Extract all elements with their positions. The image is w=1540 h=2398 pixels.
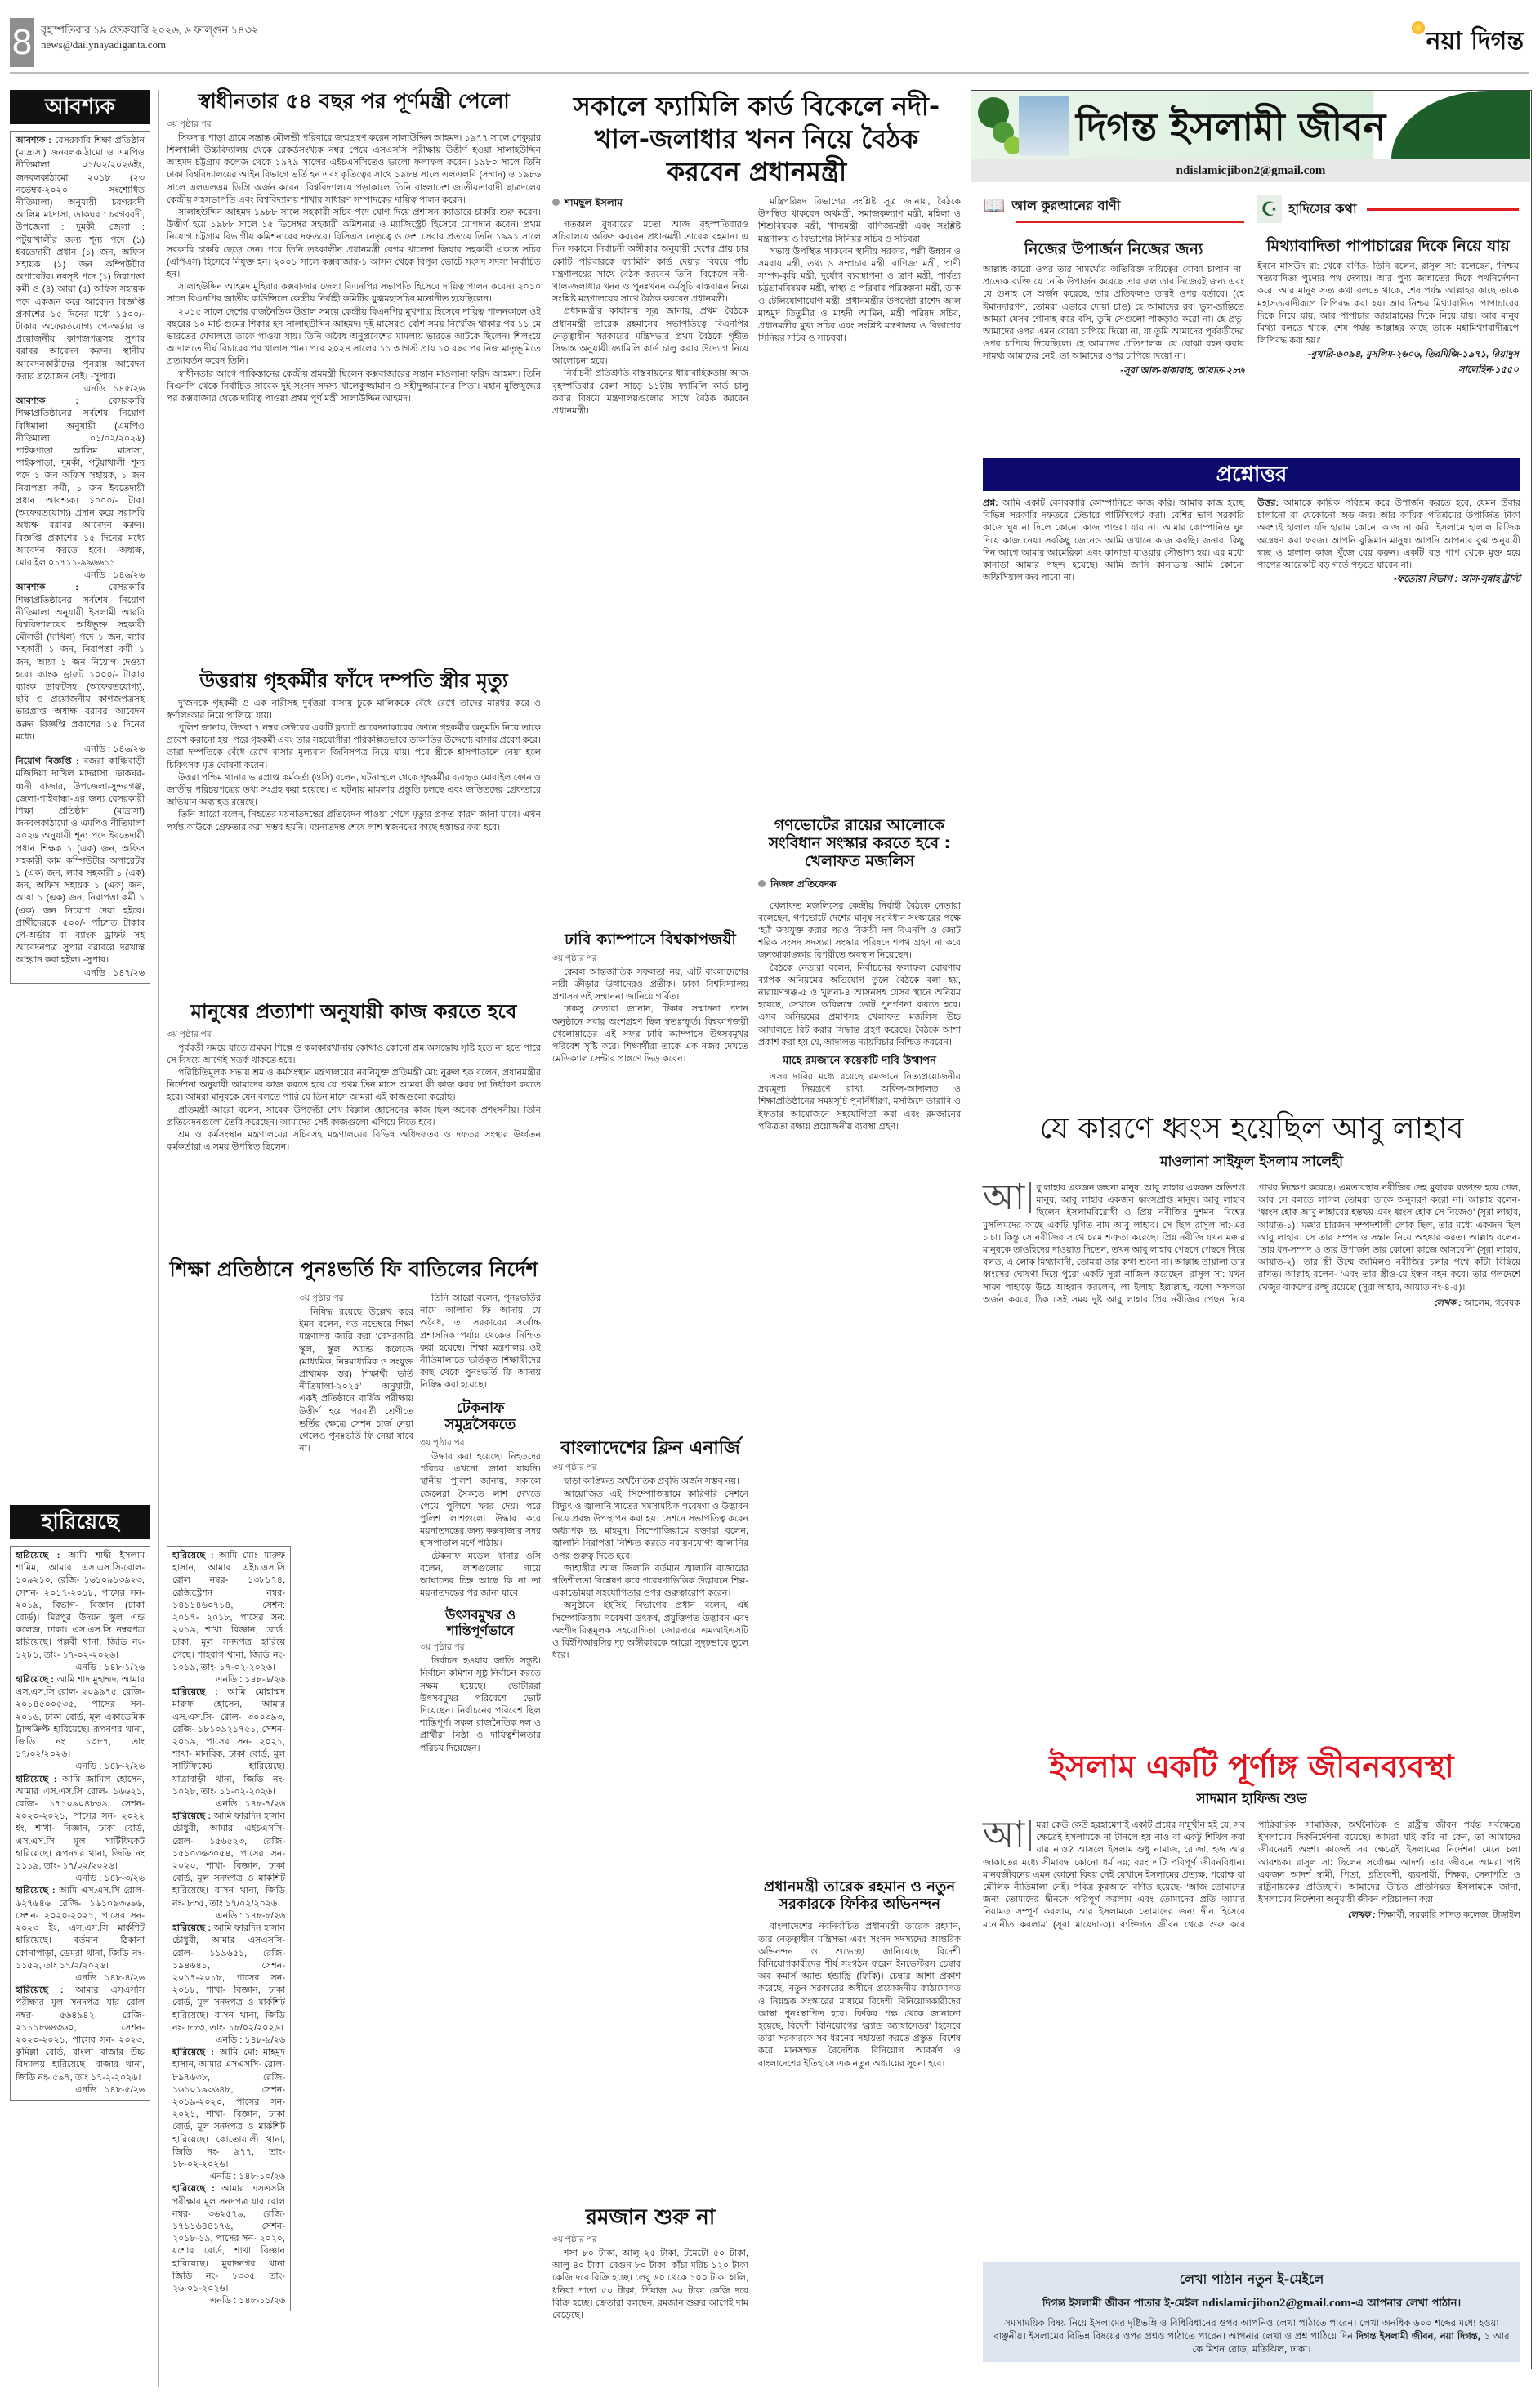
islamic-life-section [971, 90, 1532, 2369]
ad-lead: হারিয়েছে : [16, 1675, 55, 1686]
ad-text: আমার এসএসসি পরীক্ষার মূল সনদপত্র যার রোল নম্বর- ৩৬২৫৭৯, রেজি- ১৭১১৬৪৪১৭৬, সেশন- ২০১৮-১৯, পাসের সন- ২০২০, যশোর বোর্ড, শাখা বিজ্ঞান হারিয়েছে। মুরাদনগর থানা জিডি নং- ১৩৩৫ তাং- ২৬-০১-২০২৬। [172, 2184, 285, 2293]
question-text: আমি একটি বেসরকারি কোম্পানিতে কাজ করি। আমার কাজ হচ্ছে বিভিন্ন সরকারি দফতরে টেন্ডারে পার্টিসিপেট করা। বেশির ভাগ সরকারি কাজে ঘুষ না দিলে কোনো কাজ পাওয়া যায় না। আমার কোম্পানিও ঘুষ দিয়ে কাজ নেয়। সবকিছু জেনেও আমি এখানে কাজ করছি। জনাব, কিছু দিন আগে আমার আমেরিকা এবং কানাডা যাওয়ার সৌভাগ্য হয়। এর মধ্যে কানাডা আমার পছন্দ হয়েছে। আমি জানি কানাডায় আমি কোনো অফিসিয়াল জব পাবো না। [983, 498, 1244, 583]
paragraph: নিষিদ্ধ রয়েছে উল্লেখ করে ইমন বলেন, গত নভেম্বরে শিক্ষা মন্ত্রণালয় জারি করা ‘বেসরকারি স্কুল, স্কুল অ্যান্ড কলেজে (মাধ্যমিক, নিম্নমাধ্যমিক ও সংযুক্ত প্রাথমিক স্তর) শিক্ষার্থী ভর্তি নীতিমালা-২০২৫’ অনুযায়ী, একই প্রতিষ্ঠানে বার্ষিক পরীক্ষায় উত্তীর্ণ হয়ে পরবর্তী শ্রেণীতে ভর্তির ক্ষেত্রে সেশন চার্জ নেয়া গেলেও পুনঃভর্তি ফি নেয়া যাবে না। [299, 1307, 414, 1454]
classified-ad [16, 1550, 145, 1674]
hadith-citation: -বুখারি-৬০৯৪, মুসলিম-২৬০৬, তিরমিজি-১৯৭১, রিয়াদুস সালেহিন-১৫৫০ [1307, 350, 1519, 376]
author-note-label: লেখক : [1433, 1297, 1462, 1308]
mosque-icon [1019, 96, 1069, 156]
article-dhabi [552, 931, 748, 1065]
paragraph: নির্বাচনী প্রতিশ্রুতি বাস্তবায়নের ধারাবাহিকতায় আজ বৃহস্পতিবার বেলা সাড়ে ১১টায় ফ্যামিলি কার্ড চালু করার বিষয়ে মন্ত্রণালয়গুলোর সাথে বৈঠক করবেন প্রধানমন্ত্রী। [552, 368, 748, 417]
issue-date: বৃহস্পতিবার ১৯ ফেব্রুয়ারি ২০২৬, ৬ ফাল্গুন ১৪৩২ [41, 24, 259, 36]
classified-ad [16, 1774, 145, 1886]
bullet-icon [552, 199, 560, 206]
red-underline [1016, 221, 1244, 223]
ad-code: এনডি : ১৪৬/২৬ [83, 744, 145, 754]
paragraph: সিকদার পাড়া গ্রামে সম্ভ্রান্ত মৌলভী পরিবারে জন্মগ্রহণ করেন সালাউদ্দিন আহমদ। ১৯৭৭ সালে পেকুয়ার শিলখালী উচ্চবিদ্যালয় থেকে রেকর্ডসংখ্যক নম্বর পেয়ে এসএসসি পরীক্ষায় উত্তীর্ণ হওয়া সালাহউদ্দিন আহমদ চট্টগ্রাম কলেজ থেকে ১৯৭৯ সালের এইচএসসিতেও ভালো ফলাফল করেন। ১৯৮০ সালে তিনি ঢাকা বিশ্ববিদ্যালয়ের আইন বিভাগে ভর্তি হন এবং কৃতিত্বের সাথে ১৯৮৪ সালে এলএলবি (সম্মান) ও ১৯৮৬ সালে এলএলএম ডিগ্রি অর্জন করেন। বিশ্ববিদ্যালয়ে পড়াকালে তিনি বাংলাদেশ জাতীয়তাবাদী ছাত্রদলের কেন্দ্রীয় সহসভাপতি এবং বিশ্ববিদ্যালয় শাখার সাধারণ সম্পাদকের দায়িত্ব পালন করেন। [167, 132, 541, 205]
paragraph: তিনি আরো বলেন, নিহতের ময়নাতদন্তের প্রতিবেদন পাওয়া গেলে মৃত্যুর প্রকৃত কারণ জানা যাবে। এখন পর্যন্ত কাউকে গ্রেফতার করা সম্ভব হয়নি। ময়নাতদন্ত শেষে লাশ স্বজনদের কাছে হস্তান্তর করা হবে। [167, 810, 541, 833]
classified-ad [16, 1674, 145, 1774]
ad-text: বেসরকারি শিক্ষাপ্রতিষ্ঠানের সর্বশেষ নিয়োগ নীতিমালা অনুযায়ী ইসলামী আরবি বিশ্ববিদ্যালয়ের অধিভুক্ত সহকারী মৌলভী (দাখিল) পদে ১ জন, ল্যাব সহকারী ১ জন, নিরাপত্তা কর্মী ১ জন, আয়া ১ জন নিয়োগ দেওয়া হবে। ব্যাংক ড্রাফট ১০০০/- টাকার ব্যাংক ড্রাফটসহ (অফেরতযোগ্য), ছবি ও প্রয়োজনীয় কাগজপত্রসহ ভারপ্রাপ্ত অধ্যক্ষ বরাবর আবেদন করুন বিজ্ঞপ্তি প্রকাশের ১৫ দিনের মধ্যে। [16, 583, 145, 742]
ad-text: আমি শাদ মুহাম্মদ, আমার এস.এস.সি রোল- ২০৯৯৭৫, রেজি- ২০১৪৫০০৫৩৫, পাসের সন- ২০১৬, ঢাকা বোর্ড, মূল একাডেমিক ট্রান্সক্রিপ্ট হারিয়েছে। রূপনগর থানা, জিডি নং ১৩৮৭, তাং ১৭/০২/২০২৬। [16, 1675, 145, 1760]
paragraph: বৈঠকে নেতারা বলেন, নির্বাচনের ফলাফল ঘোষণায় ব্যাপক অনিয়মের অভিযোগ তুলে বৈঠকে বলা হয়, নারায়ণগঞ্জ-৫ ও খুলনা-৪ আসনসহ যেসব স্থানে অনিয়ম হয়েছে, সেখানে অবিলম্বে ভোট পুনর্গণনা করতে হবে। এসব অনিয়মের প্রমাণসহ খেলাফত মজলিস উচ্চ আদালতে রিট করার সিদ্ধান্ত গ্রহণ করেছে। বৈঠকে আশা প্রকাশ করা হয় যে, আদালত ন্যায়বিচার নিশ্চিত করবেন। [758, 962, 961, 1047]
ad-text: বেসরকারি শিক্ষা প্রতিষ্ঠান (মাদ্রাসা) জনবলকাঠামো ও এমপিও নীতিমালা, ০১/০২/২০২৬ইং, জনবলকাঠামো ২০১৮ (২৩ নভেম্বর-২০২০ সংশোধিত নীতিমালা) অনুযায়ী চরগরবদী আলিম মাদ্রাসা, ডাকঘর : চরগরবদী, উপজেলা : দুমকী, জেলা : পটুয়াখালীর জন্য শূন্য পদে (১) ইবতেদায়ী প্রধান (১) জন, অফিস সহায়ক (১) জন কম্পিউটার অপারেটর। নবসৃষ্ট পদে (১) নিরাপত্তা কর্মী ও (৪) আয়া (৫) অফিস সহায়ক পদে একজন করে আবেদন বিজ্ঞপ্তি প্রকাশের ১৫ দিনের মধ্যে ১৫০০/- টাকার অফেরতযোগ্য পে-অর্ডার ও প্রয়োজনীয় কাগজপত্রসহ সুপার বরাবর আবেদন করুন। স্থানীয় আবেদনকারীদের পুনরায় আবেদন করার প্রয়োজন নেই। -সুপার। [16, 136, 145, 382]
article-body [420, 1451, 541, 1600]
article-body [167, 132, 541, 405]
article-ficci [758, 1879, 961, 2070]
headline[interactable]: গণভোটের রায়ের আলোকে সংবিধান সংস্কার করতে হবে : খেলাফত মজলিস [768, 816, 951, 870]
crescent-mosque-icon: ☪ [1257, 195, 1282, 223]
wanted-ads [10, 131, 150, 984]
classified-ad [172, 1922, 285, 2047]
submission-title: লেখা পাঠান নতুন ই-মেইলে [1179, 2271, 1324, 2287]
article-body [299, 1306, 413, 1455]
abu-lahab-text: বু লাহাব একজন জঘন্য মানুষ, আবু লাহাব একজন অভিশপ্ত মানুষ, আবু লাহাব একজন ধ্বংসপ্রাপ্ত মানুষ। আবু লাহাব ছিলেন ইসলামবিরোধী ও প্রিয় নবীজির দুশমন। বিশ্বের মুসলিমদের কাছে একটি ঘৃণিত নাম আবু লাহাব। সে ছিল রাসূল সা:-এর চাচা। কিন্তু সে নবীজির সাথে চরম শত্রুতা করেছে। প্রিয় নবীজি যখন মক্কার মানুষকে তাওহিদের দাওয়াত দিতেন, তখন আবু লাহাব পেছনে পেছনে গিয়ে বলত, এ লোক মিথ্যাবাদী, তোমরা তার কথা শুনো না। আল্লাহ তায়ালা তার ধ্বংসের ঘোষণা দিয়ে পুরো একটি সূরা নাজিল করেছেন। রাসূল সা: যখন সাফা পাহাড়ে উঠে আহ্বান করলেন, লা ইলাহা ইল্লাল্লাহ, বলো সফলতা অর্জন করবে, ঠিক সেই সময় দুষ্ট আবু লাহাব প্রিয় নবীজির পেছন দিয়ে পাথর নিক্ষেপ করেছে। এমতাবস্থায় নবীজির দেহ মুবারক রক্তাক্ত হয়ে গেল, আর সে বলতে লাগল তোমরা তাকে অনুসরণ করো না। আল্লাহ বলেন- ‘ধ্বংস হোক আবু লাহাবের হস্তদ্বয় এবং ধ্বংস হোক সে নিজেও’ (সূরা লাহাব, আয়াত-১)। মক্কার চারজন সম্পদশালী লোক ছিল, তার মধ্যে একজন ছিল আবু লাহাব। সে তার সম্পদ ও সন্তান নিয়ে অহঙ্কার করত। আল্লাহ বলেন- ‘তার ধন-সম্পদ ও তার উপার্জন তার কোনো কাজে আসবেনি’ (সূরা লাহাব, আয়াত-২)। তার স্ত্রী উম্মে জামিলও নবীজির চলার পথে কাঁটা বিছিয়ে রাখত। আল্লাহ বলেন- ‘এবং তার স্ত্রীও-যে ইন্ধন বহন করে। তার গলদেশে খেজুর বাকলের রজ্জু রয়েছে’ (সূরা লাহাব, আয়াত নং-৪-৫)। [983, 1183, 1520, 1305]
headline[interactable]: প্রধানমন্ত্রী তারেক রহমান ও নতুন সরকারকে ফিকির অভিনন্দন [763, 1878, 956, 1913]
ad-lead: হারিয়েছে : [172, 2047, 214, 2058]
article-body [552, 967, 748, 1066]
ad-text: আমি ফারদিন হাসান চৌধুরী, আমার এসএসসি- রোল- ১১৯৬৫১, রেজি- ১৯৪৬৪১, সেশন- ২০১৭-২০১৮, পাসের সন- ২০১৮, শাখা- বিজ্ঞান, ঢাকা বোর্ড, মূল সনদপত্র ও মার্কশিট হারিয়েছে। বাসন থানা, জিডি নং- ৮৮৩, তাং- ১৮/০২/২০২৬। [172, 1923, 285, 2033]
subhead: মাহে রমজানে কয়েকটি দাবি উত্থাপন [783, 1054, 936, 1067]
article-body [758, 196, 961, 345]
headline[interactable]: রমজান শুরু না [585, 2205, 716, 2230]
headline[interactable]: উত্তরায় গৃহকর্মীর ফাঁদে দম্পতি স্ত্রীর মৃত্যু [199, 669, 508, 692]
article-body [758, 1071, 961, 1133]
bullet-icon [758, 880, 766, 887]
continued-label: ৩য় পৃষ্ঠার পর [552, 953, 597, 963]
submission-line1 [993, 2296, 1511, 2313]
readmission-headline[interactable]: শিক্ষা প্রতিষ্ঠানে পুনঃভর্তি ফি বাতিলের নির্দেশ [169, 1257, 538, 1281]
abu-lahab-body [983, 1177, 1520, 1310]
article-minister [167, 90, 541, 405]
ad-code: এনডি : ১৪৫/২৬ [83, 384, 145, 395]
line1-post: -এ আপনার লেখা পাঠান। [1350, 2298, 1462, 2310]
article-constitution [758, 817, 961, 1133]
classified-ad [172, 2183, 285, 2307]
classified-ad [16, 395, 145, 582]
ad-code: এনডি : ১৪৮-৮/২৬ [216, 1910, 285, 1921]
ad-lead: আবশ্যক : [16, 396, 79, 407]
ad-lead: হারিয়েছে : [16, 1985, 64, 1996]
dateline [41, 23, 258, 52]
classified-ad [172, 1686, 285, 1811]
submission-line2 [993, 2316, 1511, 2356]
drop-cap: আ [983, 1182, 1031, 1213]
quran-text: আল্লাহ কারো ওপর তার সামর্থ্যের অতিরিক্ত দায়িত্বের বোঝা চাপান না। প্রত্যেক ব্যক্তি যে নেকি উপার্জন করেছে তার ফল তার নিজেরই জন্য এবং যে গুনাহ সে অর্জন করেছে, তার প্রতিফলও তারই ওপর বর্তাবে। (হে ঈমানদারগণ, তোমরা এভাবে দোয়া চাও) হে আমাদের রব! ভুল-ভ্রান্তিতে আমরা যেসব গোনাহ করে বসি, তুমি সেগুলো পাকড়াও করো না। হে প্রভু! আমাদের ওপর এমন বোঝা চাপিয়ে দিয়ো না, যা তুমি আমাদের পূর্ববর্তীদের ওপর চাপিয়ে দিয়েছিলে। হে আমাদের প্রতিপালক! যে বোঝা বহন করার সামর্থ্য আমাদের নেই, তা আমাদের ওপর চাপিয়ে দিয়ো না। [983, 265, 1244, 362]
continued-label: ৩য় পৃষ্ঠার পর [552, 2234, 597, 2244]
article-body [758, 1921, 961, 2070]
paragraph: কেবল আন্তর্জাতিক সফলতা নয়, এটি বাংলাদেশের নারী ক্রীড়ার উত্থানেরও প্রতীক। ঢাকা বিশ্ববিদ্যালয় প্রশাসন এই সম্মাননা জানিয়ে গর্বিত। [552, 967, 748, 1003]
hadith-headline: মিথ্যাবাদিতা পাপাচারের দিকে নিয়ে যায় [1266, 237, 1510, 255]
continued-label: ৩য় পৃষ্ঠার পর [167, 1029, 212, 1039]
red-underline [1367, 208, 1519, 211]
ad-code: এনডি : ১৪৮-১০/২৬ [209, 2172, 285, 2182]
article-clean-energy [552, 1438, 748, 1662]
headline[interactable]: স্বাধীনতার ৫৪ বছর পর পূর্ণমন্ত্রী পেলো [198, 89, 510, 113]
ad-code: এনডি : ১৪৮-২/২৬ [75, 1762, 145, 1772]
paragraph: স্বাধীনতার আগে পাকিস্তানের কেন্দ্রীয় শ্রমমন্ত্রী ছিলেন কক্সবাজারের সন্তান মাওলানা ফরিদ আহমদ। তিনি বিএনপি থেকে নির্বাচিত সাবেক দুই সংসদ সদস্য খালেকুজ্জামান ও সহীদুজ্জামানের পিতা। মহান মুক্তিযুদ্ধের পর কক্সবাজার থেকে দায়িত্ব পাওয়া প্রথম পূর্ণ মন্ত্রী সালাউদ্দিন আহমদ। [167, 368, 541, 404]
paragraph: শসা ৮০ টাকা, আলু ২৫ টাকা, টমেটো ৫০ টাকা, আলু ৪০ টাকা, বেগুন ৮০ টাকা, কাঁচা মরিচ ১২০ টাকা কেজি দরে বিক্রি হচ্ছে। লেবু ৬০ থেকে ১০০ টাকা হালি, ধনিয়া পাতা ৫০ টাকা, পিঁয়াজ ৬০ টাকা কেজি দরে বিক্রি হচ্ছে। ক্রেতারা বলছেন, রমজান শুরুর আগেই দাম বেড়েছে। [552, 2248, 748, 2320]
paragraph: জাহাঙ্গীর আল জিলানি বর্তমান জ্বালানি বাজারের গতিশীলতা বিশ্লেষণ করে গবেষণাভিত্তিক উদ্ভাবনে শিল্প-একাডেমিয়া সহযোগিতার ওপর গুরুত্বারোপ করেন। [552, 1563, 748, 1599]
headline[interactable]: মানুষের প্রত্যাশা অনুযায়ী কাজ করতে হবে [190, 1000, 517, 1023]
ad-text: আমি শাদ্বী ইসলাম শামিম, আমার এস.এস.সি-রোল- ১০৯২১০, রেজি- ১৬১০৯১৩৯২৩, সেশন- ২০১৭-২০১৮, পাসের সন- ২০১৯, বিভাগ- বিজ্ঞান (ঢাকা বোর্ড)। মিরপুর উদয়ন স্কুল এন্ড কলেজ, ঢাকা। এস.এস.সি নম্বরপত্র হারিয়েছে। পল্লবী থানা, জিডি নং- ১২৮১, তাং- ১৭-০২-২০২৬। [16, 1551, 145, 1660]
ad-code: এনডি : ১৪৭/২৬ [83, 967, 145, 978]
paragraph: সালাহউদ্দিন আহমদ মুহিবার কক্সবাজার জেলা বিএনপির সভাপতি হিসেবে দায়িত্ব পালন করেন। ২০১০ সালে বিএনপির জাতীয় কাউন্সিলে কেন্দ্রীয় নির্বাহী কমিটির যুগ্মমহাসচিব মনোনীত হয়েছিলেন। [167, 282, 541, 305]
article-body [167, 698, 541, 834]
line2-text: সমসাময়িক বিষয় নিয়ে ইসলামের দৃষ্টিভঙ্গি ও বিধিবিধানের ওপর আপনিও লেখা পাঠাতে পারেন। লেখা অনধিক ৬০০ শব্দের মধ্যে হওয়া বাঞ্ছনীয়। ইসলামের বিভিন্ন বিষয়ের ওপর প্রশ্নও পাঠাতে পারেন। আপনার লেখা ও প্রশ্ন পাঠিয়ে দিন [993, 2317, 1499, 2342]
ad-text: বজরা কাঞ্চিবাড়ী মজিদিয়া দাখিল মাদরাসা, ডাকঘর-ধ্বনী বাজার, উপজেলা-সুন্দরগঞ্জ, জেলা-গাইবান্ধা-এর জন্য বেসরকারী শিক্ষা প্রতিষ্ঠান (মাদ্রাসা) জনবলকাঠামো ও এমপিও নীতিমালা ২০২৬ অনুযায়ী শূন্য পদে ইবতেদায়ী প্রধান শিক্ষক ১ (এক) জন, অফিস সহকারী কাম কম্পিউটার অপারেটর ১ (এক) জন, ল্যাব সহকারী ১ (এক) জন, অফিস সহায়ক ১ (এক) জন, আয়া ১ (এক) জন, নিরাপত্তা কর্মী ১ (এক) জন নিয়োগ দেয়া হইবে। প্রার্থীদেরকে ৫০০/- পাঁচশত টাকার পে-অর্ডার বা ব্যাংক ড্রাফট সহ আবেদনপত্র সুপার বরাবরে দরখাস্ত আহ্বান করা হইল। -সুপার। [16, 757, 145, 966]
paragraph: পূর্ববর্তী সময়ে যাতে শ্রমঘন শিল্পে ও কলকারখানায় কোথাও কোনো শ্রম অসন্তোষ সৃষ্টি হতে না হতে পারে সে বিষয়ে আগেই সতর্ক থাকতে হবে। [167, 1043, 541, 1065]
author-note-text: শিক্ষার্থী, সরকারি সা'দত কলেজ, টাঙ্গাইল [1377, 1910, 1520, 1921]
paragraph: উদ্ধার করা হয়েছে। নিহতদের পরিচয় এখনো জানা যায়নি। স্থানীয় পুলিশ জানায়, সকালে জেলেরা সৈকতে লাশ দেখতে পেয়ে পুলিশে খবর দেয়। পরে পুলিশ লাশগুলো উদ্ধার করে ময়নাতদন্তের জন্য কক্সবাজার সদর হাসপাতাল মর্গে পাঠায়। [420, 1452, 541, 1549]
ad-code: এনডি : ১৪৮-৬/২৬ [216, 1675, 285, 1686]
byline-name: শামছুল ইসলাম [565, 197, 623, 208]
paragraph: দু’জনকে গৃহকর্মী ও এক নারীসহ দুর্বৃত্তরা বাসায় ঢুকে মালিককে বেঁধে রেখে তাদের মারধর করে ও স্বর্ণালংকার নিয়ে পালিয়ে যায়। [167, 698, 541, 721]
paragraph: নির্বাচন হওয়ায় জাতি সন্তুষ্ট। নির্বাচন কমিশন সুষ্ঠু নির্বাচন করতে সক্ষম হয়েছে। ভোটাররা উৎসবমুখর পরিবেশে ভোট দিয়েছেন। নির্বাচনের পরিবেশ ছিল শান্তিপূর্ণ। সকল রাজনৈতিক দল ও প্রার্থীরা নিষ্ঠা ও দায়িত্বশীলতার পরিচয় দিয়েছেন। [420, 1656, 541, 1753]
ad-lead: হারিয়েছে : [16, 1551, 60, 1561]
headline[interactable]: ঢাবি ক্যাম্পাসে বিশ্বকাপজয়ী [565, 931, 736, 949]
paragraph: ঢাকসু নেতারা জানান, টিকার সম্মাননা প্রদান অনুষ্ঠানে সবার অংশগ্রহণ ছিল স্বতঃস্ফূর্ত। বিশ্বকাপজয়ী খেলোয়াড়ের এই সফর ঢাবি ক্যাম্পাসে উৎসবমুখর পরিবেশ সৃষ্টি করে। শিক্ষার্থীরা তাকে এক নজর দেখতে মেডিক্যাল সেন্টার প্রাঙ্গণে ভিড় করেন। [552, 1004, 748, 1065]
classified-ad [16, 135, 145, 395]
article-uttara [167, 670, 541, 834]
article-body [167, 1043, 541, 1154]
complete-life-headline[interactable]: ইসলাম একটি পূর্ণাঙ্গ জীবনব্যবস্থা [1049, 1748, 1454, 1784]
complete-life-text: মরা কেউ কেউ হরহামেশাই একটি প্রশ্নের সম্মুখীন হই যে, সব ক্ষেত্রেই ইসলামকে না টানলে হয় নাও বা একটু শিথিল করা যায় নাও? আসলে ইসলাম শুধু নামাজ, রোজা, হজ আর জাকাতের মধ্যে সীমাবদ্ধ কোনো ধর্ম নয়; বরং এটি পরিপূর্ণ জীবনবিধান। মানবজীবনের এমন কোনো বিষয় নেই যেখানে ইসলামের প্রত্যক্ষ, পরোক্ষ বা মৌলিক নীতিমালা নেই। পবিত্র কুরআনে বর্ণিত হয়েছে- ‘আজ তোমাদের জন্য তোমাদের দ্বীনকে পরিপূর্ণ করলাম এবং তোমাদের প্রতি আমার নিয়ামত সম্পূর্ণ করলাম, আর ইসলামকে তোমাদের জন্য দ্বীন হিসেবে মনোনীত করলাম’ (সূরা মায়েদা-৩)। ব্যক্তিগত জীবন থেকে শুরু করে পারিবারিক, সামাজিক, অর্থনৈতিক ও রাষ্ট্রীয় জীবন পর্যন্ত সর্বক্ষেত্রে ইসলামের দিকনির্দেশনা রয়েছে। আমরা যাই করি না কেন, তা আমাদের জীবনেরই অংশ। কাজেই সব ক্ষেত্রেই ইসলামের নির্দেশনা মেনে চলা আবশ্যক। রাসূল সা: ছিলেন সর্বোত্তম আদর্শ। তার জীবনে আমরা পাই একজন আদর্শ স্বামী, পিতা, প্রতিবেশী, ব্যবসায়ী, শিক্ষক, সেনাপতি ও রাষ্ট্রনায়কের প্রতিচ্ছবি। আমাদের উচিত প্রতিনিয়ত ইসলামকে জানা, ইসলামের নির্দেশনা অনুযায়ী জীবন পরিচালনা করা। [983, 1820, 1520, 1930]
continued-label: ৩য় পৃষ্ঠার পর [420, 1438, 465, 1448]
article-body [552, 219, 748, 418]
newspaper-logo[interactable] [1412, 21, 1524, 63]
paragraph: ছাড়া কাঙ্ক্ষিত অর্থনৈতিক প্রবৃদ্ধি অর্জন সম্ভব নয়। [564, 1476, 739, 1487]
lost-ads-col2 [167, 1546, 291, 2311]
teknaf-col [420, 1293, 541, 1755]
quran-label: আল কুরআনের বাণী [1011, 198, 1121, 213]
ad-lead: হারিয়েছে : [172, 2184, 215, 2195]
ad-text: আমি এস.এস.সি রোল- ৬২৭৬৪৬ রেজি- ১৬১০৯৩৬৯৬, সেশন- ২০২০-২০২১, পাসের সন- ২০২৩ ইং, এস.এস.সি মার্কশিট হারিয়েছে। বর্তমান ঠিকানা কোনাপাড়া, ডেমরা থানা, জিডি নং- ১১৫২, তাং ১৭/২/২০২৬। [16, 1886, 145, 1971]
article-body [420, 1293, 541, 1392]
section-banner [971, 91, 1530, 159]
quran-headline: নিজের উপার্জন নিজের জন্য [1024, 240, 1203, 258]
continued-label: ৩য় পৃষ্ঠার পর [167, 118, 212, 129]
byline [552, 196, 748, 212]
classified-ad [172, 1550, 285, 1686]
author-note-text: আলেম, গবেষক [1463, 1297, 1520, 1308]
continued-label: ৩য় পৃষ্ঠার পর [420, 1642, 465, 1653]
paragraph: উত্তরা পশ্চিম থানার ভারপ্রাপ্ত কর্মকর্তা (ওসি) বলেন, ঘটনাস্থলে থেকে গৃহকর্মীর ব্যবহৃত মোবাইল ফোন ও জাতীয় পরিচয়পত্রের তথ্য সংগ্রহ করা হয়েছে। এ ঘটনায় মামলার প্রস্তুতি চলছে এবং জড়িতদের গ্রেফতারে অভিযান অব্যাহত রয়েছে। [167, 772, 541, 808]
ad-code: এনডি : ১৪৬/২৬ [83, 570, 145, 581]
complete-life-body [983, 1814, 1520, 1931]
paragraph: এসব দাবির মধ্যে রয়েছে রমজানে নিত্যপ্রয়োজনীয় দ্রব্যমূল্য নিয়ন্ত্রণে রাখা, অফিস-আদালত ও শিক্ষাপ্রতিষ্ঠানের সময়সূচি পুনর্নির্ধারণ, মসজিদে তারাবি ও ইফতার আয়োজনে সহযোগিতা করা এবং রমজানের পবিত্রতা রক্ষায় প্রয়োজনীয় ব্যবস্থা গ্রহণ। [758, 1071, 961, 1132]
ad-code: এনডি : ১৪৮-৭/২৬ [216, 1799, 285, 1810]
line2-bold: দিগন্ত ইসলামী জীবন, নয়া দিগন্ত, [1355, 2330, 1482, 2342]
article-body [758, 900, 961, 1049]
masthead-rule [10, 72, 1529, 74]
ad-code: এনডি : ১৪৮-৯/২৬ [216, 2034, 285, 2045]
ad-lead: আবশ্যক : [16, 136, 51, 145]
paragraph: শ্রম ও কর্মসংস্থান মন্ত্রণালয়ের সচিবসহ মন্ত্রণালয়ের বিভিন্ন অধিদফতর ও দফতর সংস্থার উর্ধ্বতন কর্মকর্তারা এ সময় উপস্থিত ছিলেন। [167, 1130, 541, 1153]
abu-lahab-author: মাওলানা সাইফুল ইসলাম সালেহী [1160, 1154, 1343, 1170]
paragraph: তিনি আরো বলেন, পুনঃভর্তির নামে আলাদা ফি আদায় যে অবৈধ, তা সরকারের সর্বোচ্চ প্রশাসনিক পর্যায় থেকেও নিশ্চিত করা হয়েছে। শিক্ষা মন্ত্রণালয় ওই নীতিমালাতে ভর্তিকৃত শিক্ষার্থীদের কাছ থেকে পুনঃভর্তি ফি আদায় নিষিদ্ধ করা হয়েছে। [420, 1293, 541, 1391]
line2-post: ১ আর কে মিশন রোড, মতিঝিল, ঢাকা। [1192, 2330, 1510, 2355]
article-ramadan [552, 2206, 748, 2322]
author-note [1258, 1297, 1520, 1310]
headline[interactable]: সকালে ফ্যামিলি কার্ড বিকেলে নদী-খাল-জলাধার খনন নিয়ে বৈঠক করবেন প্রধানমন্ত্রী [573, 91, 940, 187]
abu-lahab-headline[interactable]: যে কারণে ধ্বংস হয়েছিল আবু লাহাব [1039, 1112, 1464, 1145]
ad-code: এনডি : ১৪৮-৩/২৬ [75, 1873, 145, 1884]
question-label: প্রশ্ন: [983, 498, 998, 508]
hadith-label: হাদিসের কথা [1288, 200, 1357, 217]
byline-name: নিজস্ব প্রতিবেদক [770, 877, 837, 890]
newsroom-email[interactable]: news@dailynayadiganta.com [41, 38, 167, 51]
ad-lead: হারিয়েছে : [172, 1923, 212, 1934]
classified-ad [172, 2047, 285, 2183]
ad-text: বেসরকারি শিক্ষাপ্রতিষ্ঠানের সর্বশেষ নিয়োগ বিধিমালা অনুযায়ী (এমপিও নীতিমালা ০১/০২/২০২৬) পাইকপাড়া আলিম মাদ্রাসা, পাইকপাড়া, দুমকী, পটুয়াখালী শূন্য পদে ১ জন অফিস সহায়ক, ১ জন নিরাপত্তা কর্মী, ১ জন ইবতেদায়ী প্রধান আবশ্যক। ১০০০/- টাকা (অফেরতযোগ্য) প্রদান করে সরাসরি অধ্যক্ষ বরাবর আবেদন করুন। বিজ্ঞপ্তি প্রকাশের ১৫ দিনের মধ্যে আবেদন করতে হবে। -অধ্যক্ষ, মোবাইল ০১৭১১-৯৯৬৬১১ [16, 396, 145, 568]
ad-lead: হারিয়েছে : [16, 1774, 57, 1784]
headline[interactable]: বাংলাদেশের ক্লিন এনার্জি [560, 1438, 740, 1458]
author-note [1258, 1909, 1520, 1922]
qa-title-bar: প্রশ্নোত্তর [983, 458, 1520, 491]
submission-email[interactable]: ndislamicjibon2@gmail.com [1201, 2297, 1351, 2310]
page-number: 8 [10, 18, 34, 67]
drop-cap: আ [983, 1820, 1031, 1851]
ad-text: আমি জামিল হোসেন, আমার এস.এস.সি রোল- ১৬৬২১, রেজি- ১৭১০৯০৪৮৩৯, সেশন- ২০২০-২০২১, পাসের সন- ২০২২ ইং, শাখা- বিজ্ঞান, ঢাকা বোর্ড, এস.এস.সি মূল সার্টিফিকেট হারিয়েছে। রূপনগর থানা, জিডি নং ১১১৯, তাং- ১৭/০২/২০২৬। [16, 1774, 145, 1872]
paragraph: পুলিশ জানায়, উত্তরা ৭ নম্বর সেক্টরের একটি ফ্ল্যাটে আবেদনাকারের ফোনে গৃহকর্মীর অনুমতি নিয়ে তাকে প্রবেশ করানো হয়। পরে গৃহকর্মী এবং তার সহযোগীরা পরিকল্পিতভাবে ডাকাতির উদ্দেশ্যে বাসায় প্রবেশ করে। তারা দম্পতিকে বেঁধে রেখে বাসার মূল্যবান জিনিসপত্র নিয়ে যায়। পরে স্ত্রীকে হাসপাতালে নেয়া হলে চিকিৎসক মৃত ঘোষণা করেন। [167, 723, 541, 770]
continued-label: ৩য় পৃষ্ঠার পর [552, 1462, 597, 1473]
ad-lead: হারিয়েছে : [16, 1886, 56, 1896]
qa-answer [1257, 498, 1520, 587]
complete-life-author: সাদমান হাফিজ শুভ [1196, 1791, 1307, 1807]
paragraph: ২০১৫ সালে দেশের রাজনৈতিক উত্তাল সময়ে কেন্দ্রীয় বিএনপির মুখপাত্র হিসেবে দায়িত্ব পালনকালে ওই বছরের ১০ মার্চ গুমের শিকার হন সালাহউদ্দিন আহমদ। দুই মাসেরও বেশি সময় নিখোঁজ থাকার পর ১১ মে ভারতের মেঘালয়ে তাকে পাওয়া যায়। তিনি অবৈধ অনুপ্রবেশের মামলায় ভারতে আটকে ছিলেন। শিলংয়ে আদালতে দীর্ঘ বিচারের পর খালাস পান। পরে ২০২৪ সালের ১১ আগস্ট প্রায় ১০ বছর পর নিজ মাতৃভূমিতে প্রত্যাবর্তন করেন তিনি। [167, 306, 541, 367]
sun-icon [1412, 21, 1425, 34]
ad-code: এনডি : ১৪৮-১১/২৬ [209, 2296, 285, 2306]
paragraph: বাংলাদেশের নবনির্বাচিত প্রধানমন্ত্রী তারেক রহমান, তার নেতৃত্বাধীন মন্ত্রিসভা এবং সংসদ সদস্যদের আন্তরিক অভিনন্দন ও শুভেচ্ছা জানিয়েছে বিদেশী বিনিয়োগকারীদের শীর্ষ সংগঠন ফরেন ইনভেস্টরস চেম্বার অব কমার্স অ্যান্ড ইন্ডাস্ট্রি (ফিকি)। চেম্বার আশা প্রকাশ করেছে, নতুন সরকারের অধীনে প্রয়োজনীয় কাঠামোগত ও নিয়ন্ত্রক সংস্কারের মাধ্যমে বিদেশী বিনিয়োগকারীদের আস্থা পুনঃস্থাপিত হবে। ফিকির পক্ষ থেকে জানানো হয়েছে, বিদেশী বিনিয়োগের ‘ব্র্যান্ড অ্যাম্বাসেডর’ হিসেবে তারা সরকারকে সব ধরনের সহায়তা করতে প্রস্তুত। বিশেষ করে মানসম্মত বৈদেশিক বিনিয়োগ আকর্ষণ ও বাংলাদেশের ইতিহাসে এক নতুন অধ্যায়ের সূচনা হবে। [758, 1922, 961, 2069]
ad-lead: হারিয়েছে : [172, 1811, 212, 1822]
section-email[interactable]: ndislamicjibon2@gmail.com [971, 159, 1530, 182]
quran-block [983, 195, 1244, 379]
ad-lead: হারিয়েছে : [172, 1551, 214, 1561]
classified-ad [172, 1811, 285, 1922]
article-body [552, 2248, 748, 2322]
readmission-col [299, 1293, 413, 1455]
classified-ad [16, 1885, 145, 1985]
paragraph: খেলাফত মজলিসের কেন্দ্রীয় নির্বাহী বৈঠকে নেতারা বলেছেন, গণভোটে দেশের মানুষ সংবিধান সংস্কারের পক্ষে ‘হ্যাঁ’ জয়যুক্ত করার পরও বিজয়ী দল বিএনপি ও জোট শরিক সংসদ সদস্যরা সংস্কার পরিষদে শপথ গ্রহণ না করে জনআকাঙ্ক্ষার বিপরীতে অবস্থান নিয়েছেন। [758, 900, 961, 961]
article-labour [167, 1001, 541, 1154]
answer-text: আমাকে কায়িক পরিশ্রম করে উপার্জন করতে হবে, যেমন উবার চালানো বা যেকোনো অড জব। আর কায়িক পরিশ্রমের উপার্জিত টাকা অবশ্যই হালাল যদি হারাম কোনো কাজ না করি। ইসলামে হালাল রিজিক অন্বেষণ করা ফরজ। আপনি বুদ্ধিমান মানুষ। আপনি আপনার বুঝ অনুযায়ী স্বচ্ছ ও হালাল কাজ খুঁজে বের করুন। একটি বড় পাপ থেকে মুক্ত হয়ে পাপের আরেকটি বড় গর্তে পড়তে যাবেন না। [1257, 498, 1520, 571]
classified-ad [16, 1985, 145, 2097]
line1-pre: দিগন্ত ইসলামী জীবন পাতার ই-মেইল [1042, 2298, 1199, 2310]
ad-lead: আবশ্যক : [16, 583, 79, 593]
ad-text: আমি মোঃ মারুফ হাসান, আমার এইচ.এস.সি রোল নম্বর- ১৩৮১৭৪, রেজিস্ট্রেশন নম্বর- ১৪১১৪৬০৭১৪, সেশন: ২০১৭- ২০১৮, পাসের সন: ২০১৯, শাখা: বিজ্ঞান, বোর্ড: ঢাকা, মূল সনদপত্র হারিয়ে গেছে। শাহবাগ থানা, জিডি নং- ১০১৯, তাং- ১৭-০২-২০২৬। [172, 1551, 285, 1672]
ad-text: আমি মোহাম্মদ মারুফ হোসেন, আমার এস.এস.সি- রোল- ৩০০৩৯৩, রেজি- ১৮১০৯২১৭৫১, সেশন- ২০১৯, পাসের সন- ২০২১, শাখা- মানবিক, ঢাকা বোর্ড, মূল সার্টিফিকেট হারিয়েছে। যাত্রাবাড়ী থানা, জিডি নং- ১০২৮, তাং- ১১-০২-২০২৬। [172, 1687, 285, 1797]
article-body [552, 1476, 748, 1662]
ad-code: এনডি : ১৪৮-৪/২৬ [75, 1972, 145, 1983]
paragraph: প্রধানমন্ত্রীর কার্যালয় সূত্র জানায়, প্রথম বৈঠকে প্রধানমন্ত্রী তারেক রহমানের সভাপতিত্বে বিএনপির নেতৃত্বাধীন সরকারের মন্ত্রিসভার প্রথম বৈঠকে গৃহীত সিদ্ধান্ত অনুযায়ী ফ্যামিলি কার্ড চালু করার উদ্যোগ নিয়ে আলোচনা হবে। [552, 306, 748, 367]
paragraph: আয়োজিত এই সিম্পোজিয়ামে কারিগরি সেশনে বিদ্যুৎ ও জ্বালানি খাতের সমসাময়িক গবেষণা ও উদ্ভাবন নিয়ে প্রবন্ধ উপস্থাপন করা হয়। সেশনে সভাপতিত্ব করেন অধ্যাপক ড. মাহমুদ। সিম্পোজিয়ামে বক্তারা বলেন, জ্বালানি নিরাপত্তা নিশ্চিত করতে নবায়নযোগ্য জ্বালানির ওপর গুরুত্ব দিতে হবে। [552, 1489, 748, 1561]
author-note-label: লেখক : [1347, 1910, 1376, 1921]
column-divider [158, 90, 159, 2387]
article-body [420, 1655, 541, 1755]
answer-label: উত্তর: [1257, 498, 1279, 508]
lost-section-title: হারিয়েছে [10, 1505, 150, 1539]
ad-text: আমি ফারদিন হাসান চৌধুরী, আমার এইচএসসি- রোল- ১৫৬৫২৩, রেজি- ১৫১০৩৬৩০৫৪, পাসের সন- ২০২০, শাখা- বিজ্ঞান, ঢাকা বোর্ড, মূল সনদপত্র ও মার্কশিট হারিয়েছে। বাসন থানা, জিডি নং- ৮৩৫, তাং ১৭/০২/২০২৬। [172, 1811, 285, 1909]
byline [758, 877, 961, 894]
quran-book-icon: 📖 [983, 196, 1006, 217]
ad-lead: নিয়োগ বিজ্ঞপ্তি : [16, 757, 79, 767]
ad-code: এনডি : ১৪৮-৫/২৬ [75, 2084, 145, 2095]
ad-code: এনডি : ১৪৮-১/২৬ [75, 1662, 145, 1672]
qa-question [983, 498, 1244, 584]
logo-text: নয়া দিগন্ত [1426, 27, 1524, 56]
ad-text: আমি মো: মাহমুদ হাসান, আমার এসএসসি- রোল- ৮৯৭৬৩৮, রেজি- ১৬১০১৯৩৬৪৮, সেশন- ২০১৯-২০২০, পাসের সন- ২০২১, শাখা- বিজ্ঞান, ঢাকা বোর্ড, মূল সনদপত্র ও মার্কশিট হারিয়েছে। কোতোয়ালী থানা, জিডি নং- ৯৭৭, তাং- ১৮-০২-২০২৬। [172, 2047, 286, 2169]
hadith-block [1257, 195, 1519, 378]
hadith-text: ইবনে মাসউদ রা: থেকে বর্ণিত- তিনি বলেন, রাসূল সা: বলেছেন, ‘নিশ্চয় সত্যবাদিতা পুণ্যের পথ দেখায়। আর পুণ্য জান্নাতের দিকে পথনির্দেশনা করে। আর মানুষ সত্য কথা বলতে থাকে, শেষ পর্যন্ত আল্লাহর কাছে তাকে মহাসত্যবাদীরূপে লিপিবদ্ধ করা হয়। আর নিশ্চয় মিথ্যাবাদিতা পাপাচারের দিকে নিয়ে যায়, আর পাপাচার জাহান্নামের দিকে নিয়ে যায়। আর মানুষ মিথ্যা বলতে থাকে, শেষ পর্যন্ত আল্লাহর কাছে তাকে মহামিথ্যাবাদীরূপে লিপিবদ্ধ করা হয়।’ [1257, 261, 1519, 346]
paragraph: গতকাল বুধবারের মতো আজ বৃহস্পতিবারও সচিবালয়ে অফিস করবেন প্রধানমন্ত্রী তারেক রহমান। এ দিন সকালে নির্বাচনী অঙ্গীকার অনুযায়ী দেশের প্রায় চার কোটি পরিবারকে ফ্যামিলি কার্ড দেয়ার বিষয়ে পাঁচ মন্ত্রণালয়ের সাথে বৈঠক করবেন তিনি। বিকেলে নদী-খাল-জলাধার খনন ও পুনঃখনন কর্মসূচি বাস্তবায়ন নিয়ে সংশ্লিষ্ট মন্ত্রণালয়ের সাথে বৈঠক করবেন প্রধানমন্ত্রী। [552, 220, 748, 305]
teknaf-headline[interactable]: টেকনাফ সমুদ্রসৈকতে [444, 1399, 516, 1434]
quran-citation: -সূরা আল-বাকারাহ, আয়াত-২৮৬ [1120, 365, 1244, 376]
paragraph: টেকনাফ মডেল থানার ওসি বলেন, লাশগুলোর গায়ে আঘাতের চিহ্ন আছে কি না তা ময়নাতদন্তের পর জানা যাবে। [420, 1551, 541, 1599]
paragraph: মন্ত্রিপরিষদ বিভাগের সংশ্লিষ্ট সূত্র জানায়, বৈঠকে উপস্থিত থাকবেন অর্থমন্ত্রী, সমাজকল্যাণ মন্ত্রী, মহিলা ও শিশুবিষয়ক মন্ত্রী, খাদ্যমন্ত্রী, বাণিজ্যমন্ত্রী এবং সংশ্লিষ্ট মন্ত্রণালয় ও বিভাগের সিনিয়র সচিব ও সচিবরা। [758, 197, 961, 244]
wanted-section-title: আবশ্যক [10, 90, 150, 124]
section-title: দিগন্ত ইসলামী জীবন [1076, 105, 1386, 149]
lost-ads-col1 [10, 1546, 150, 2101]
continued-label: ৩য় পৃষ্ঠার পর [299, 1293, 344, 1303]
paragraph: সালাহউদ্দিন আহমদ ১৯৮৮ সালে সহকারী সচিব পদে যোগ দিয়ে প্রশাসন ক্যাডারে চাকরি শুরু করেন। উত্তীর্ণ হয়ে ১৯৮৮ সালে ১৫ ডিসেম্বর সহকারী কমিশনার ও ম্যাজিস্ট্রেট হিসেবে যোগদান করেন। প্রথম নিয়োগ চট্টগ্রাম বিভাগীয় কমিশনারের দফতরে। বিসিএস নেতৃত্বে ও দেশ সেবার প্রত্যয়ে তিনি ১৯৯১ সালে সরকারি চাকরি ছেড়ে দেন। পরে তিনি তৎকালীন প্রধানমন্ত্রী বেগম খালেদা জিয়ার সহকারী একান্ত সচিব (এপিএস) হিসেবে নিযুক্ত হন। ২০০১ সালে কক্সবাজার-১ আসন থেকে বিপুল ভোটে সংসদ সদস্য নির্বাচিত হন। [167, 207, 541, 279]
article-family-card [552, 90, 961, 418]
banner-swoosh [1391, 91, 1530, 159]
ad-text: আমার এসএসসি পরীক্ষার মূল সনদপত্র যার রোল নম্বর- ৫৬৪৯৪২, রেজি- ২১১১৮৬৪৩৬০, সেশন- ২০২০-২০২১, পাসের সন- ২০২৩, কুমিল্লা বোর্ড, বাংলা বাজার উচ্চ বিদ্যালয় হারিয়েছে। বাজার থানা, জিডি নং- ৫৯৭, তাং ১৭-২-২০২৬। [16, 1985, 145, 2083]
classified-ad [16, 582, 145, 756]
submission-box [983, 2262, 1520, 2362]
classified-ad [16, 756, 145, 980]
qa-citation: -ফতোয়া বিভাগ : আস-সুন্নাহ ট্রাস্ট [1394, 574, 1520, 585]
ad-lead: হারিয়েছে : [172, 1687, 218, 1698]
paragraph: পরিচিতিমূলক সভায় শ্রম ও কর্মসংস্থান মন্ত্রণালয়ের নবনিযুক্ত প্রতিমন্ত্রী মো: নুরুল হক বলেন, প্রধানমন্ত্রীর নির্দেশনা অনুযায়ী আমাদের কাজ করতে হবে যে প্রথম তিন মাসে আমরা কী কাজ করব তা নির্ধারণ করতে হবে। আমরা মানুষকে যেন বলতে পারি যে তিন মাসে আমরা এই কাজগুলো করেছি। [167, 1068, 541, 1103]
paragraph: প্রতিমন্ত্রী আরো বলেন, সাবেক উপদেষ্টা শেখ বিল্লাল হোসেনের কাজ ছিল অনেক প্রশংসনীয়। তিনি প্রতিবেদনগুলো তৈরি করেছেন। আমাদের সেই কাজগুলো এগিয়ে নিতে হবে। [167, 1105, 541, 1128]
paragraph: সভায় উপস্থিত থাকবেন স্থানীয় সরকার, পল্লী উন্নয়ন ও সমবায় মন্ত্রী, তথ্য ও সম্প্রচার মন্ত্রী, বাণিজ্য মন্ত্রী, প্রাণী সম্পদ-কৃষি মন্ত্রী, দুর্যোগ ব্যবস্থাপনা ও ত্রাণ মন্ত্রী, পার্বত্য চট্টগ্রামবিষয়ক মন্ত্রী, স্বাস্থ্য ও পরিবার পরিকল্পনা মন্ত্রী, ডাক ও টেলিযোগাযোগ মন্ত্রী, প্রধানমন্ত্রীর উপদেষ্টা রাশেদ আল মাহমুদ তিতুমীর ও মাহদী আমিন, মন্ত্রী পরিষদ সচিব, প্রধানমন্ত্রীর মুখ্য সচিব এবং সংশ্লিষ্ট মন্ত্রণালয় ও বিভাগের সিনিয়র সচিব ও সচিবরা। [758, 246, 961, 344]
festive-headline[interactable]: উৎসবমুখর ও শান্তিপূর্ণভাবে [444, 1607, 516, 1638]
paragraph: অনুষ্ঠানে ইইসিই বিভাগের প্রধান বলেন, এই সিম্পোজিয়াম গবেষণা উৎকর্ষ, প্রযুক্তিগত উদ্ভাবন এবং অংশীদারিত্বমূলক সহযোগিতা জোরদারে এমআইএসটি ও বিইপিআরসির দৃঢ় অঙ্গীকারকে আরো সুদৃঢ়ভাবে তুলে ধরে। [552, 1601, 748, 1661]
